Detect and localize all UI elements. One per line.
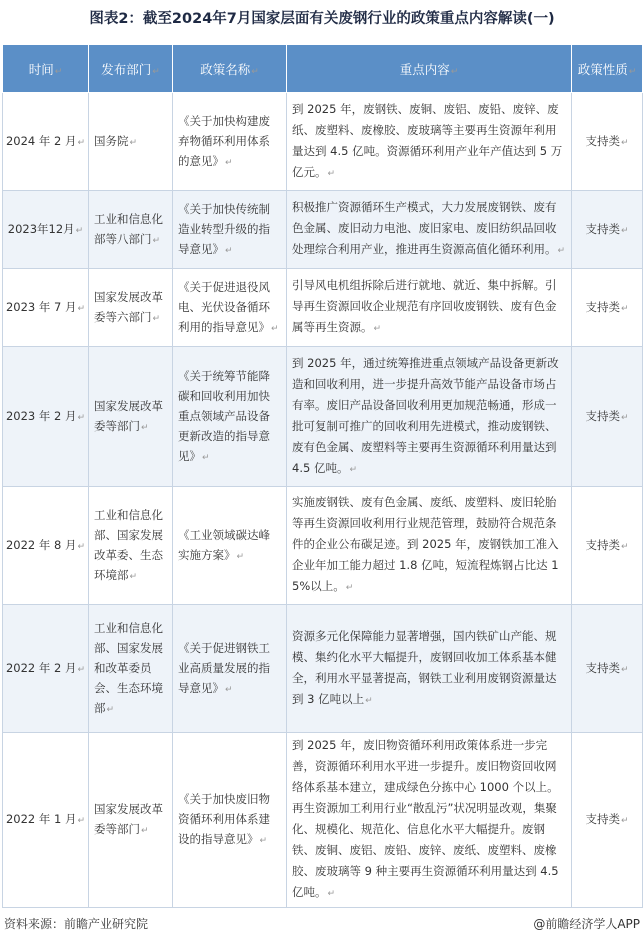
chart-title: 图表2：截至2024年7月国家层面有关废钢行业的政策重点内容解读(一): [89, 11, 555, 27]
cell-key-content-text: 到 2025 年，废钢铁、废铜、废铝、废铅、废锌、废纸、废塑料、废橡胶、废玻璃等主要再生资源年利用量达到 4.5 亿吨。资源循环利用产业年产值达到 5 万亿元。: [292, 101, 563, 179]
cell-nature-text: 支持类: [585, 408, 620, 423]
cell-time: 2023 年 2 月↵: [3, 347, 89, 487]
brand-label: @前瞻经济学人APP: [533, 917, 640, 931]
cell-policy-name: 《关于加快构建废弃物循环利用体系的意见》↵: [173, 93, 287, 191]
cell-key-content-text: 实施废钢铁、废有色金属、废纸、废塑料、废旧轮胎等再生资源回收利用行业规范管理，鼓励符合规范条件的企业公布碳足迹。到 2025 年，废钢铁加工准入企业年加工能力超过 1.8 亿吨，短流程炼钢占比达 15%以上。: [292, 495, 559, 593]
cell-policy-name-text: 《关于加快废旧物资循环利用体系建设的指导意见》: [178, 792, 270, 846]
cell-nature: 支持类↵: [572, 733, 643, 908]
cell-policy-name: 《关于促进退役风电、光伏设备循环利用的指导意见》↵: [173, 269, 287, 347]
cell-department-text: 国家发展改革委等部门: [94, 398, 163, 433]
cell-policy-name: 《关于统筹节能降碳和回收利用加快重点领域产品设备更新改造的指导意见》↵: [173, 347, 287, 487]
cell-nature-text: 支持类: [585, 299, 620, 314]
cell-key-content-text: 到 2025 年，通过统筹推进重点领域产品设备更新改造和回收利用，进一步提升高效节能产品设备市场占有率。废旧产品设备回收利用更加规范畅通，形成一批可复制可推广的回收利用先进模式，推动废钢铁、废有色金属、废塑料等主要再生资源循环利用量达到 4.5 亿吨。: [292, 355, 559, 475]
cell-time: 2022 年 1 月↵: [3, 733, 89, 908]
cell-key-content: 引导风电机组拆除后进行就地、就近、集中拆解。引导再生资源回收企业规范有序回收废钢铁、废有色金属等再生资源。↵: [287, 269, 572, 347]
table-row: [3, 93, 643, 191]
cell-time-text: 2024 年 2 月: [5, 133, 77, 148]
source-label: 资料来源：前瞻产业研究院: [4, 917, 149, 931]
cell-policy-name-text: 《工业领域碳达峰实施方案》: [178, 527, 270, 562]
cell-time: 2023 年 7 月↵: [3, 269, 89, 347]
cell-department: 国家发展改革委等部门↵: [89, 733, 173, 908]
cell-key-content: 积极推广资源循环生产模式，大力发展废钢铁、废有色金属、废旧动力电池、废旧家电、废旧纺织品回收处理综合利用产业，推进再生资源高值化循环利用。↵: [287, 191, 572, 269]
cell-policy-name-text: 《关于加快构建废弃物循环利用体系的意见》: [178, 113, 270, 168]
header-policy-name: 政策名称↵: [173, 45, 287, 93]
cell-policy-name-text: 《关于促进钢铁工业高质量发展的指导意见》: [178, 640, 270, 695]
header-key-content: 重点内容↵: [287, 45, 572, 93]
cell-department: 国家发展改革委等六部门↵: [89, 269, 173, 347]
cell-time-text: 2022 年 8 月: [5, 537, 77, 552]
cell-nature: 支持类↵: [572, 191, 643, 269]
cell-department: 国家发展改革委等部门↵: [89, 347, 173, 487]
cell-policy-name-text: 《关于加快传统制造业转型升级的指导意见》: [178, 201, 270, 256]
cell-department-text: 国家发展改革委等六部门: [94, 289, 163, 324]
cell-department-text: 工业和信息化部、国家发展和改革委员会、生态环境部: [94, 620, 163, 715]
cell-time: 2022 年 2 月↵: [3, 605, 89, 733]
cell-department-text: 国家发展改革委等部门: [94, 802, 163, 836]
cell-key-content-text: 积极推广资源循环生产模式，大力发展废钢铁、废有色金属、废旧动力电池、废旧家电、废旧纺织品回收处理综合利用产业，推进再生资源高值化循环利用。: [292, 200, 557, 256]
cell-department-text: 国务院: [94, 133, 129, 148]
cell-department-text: 工业和信息化部等八部门: [94, 211, 163, 246]
table-row: [3, 269, 643, 347]
cell-department: 工业和信息化部、国家发展改革委、生态环境部↵: [89, 487, 173, 605]
cell-nature-text: 支持类: [585, 660, 620, 675]
cell-time: 2022 年 8 月↵: [3, 487, 89, 605]
header-department: 发布部门↵: [89, 45, 173, 93]
cell-department-text: 工业和信息化部、国家发展改革委、生态环境部: [94, 507, 163, 582]
cell-policy-name: 《工业领域碳达峰实施方案》↵: [173, 487, 287, 605]
table-row: [3, 487, 643, 605]
cell-nature-text: 支持类: [585, 133, 620, 148]
cell-nature: 支持类↵: [572, 605, 643, 733]
cell-nature: 支持类↵: [572, 487, 643, 605]
cell-key-content-text: 资源多元化保障能力显著增强，国内铁矿山产能、规模、集约化水平大幅提升，废钢回收加工体系基本健全，利用水平显著提高，钢铁工业利用废钢资源量达到 3 亿吨以上: [292, 628, 557, 706]
cell-policy-name-text: 《关于统筹节能降碳和回收利用加快重点领域产品设备更新改造的指导意见》: [178, 368, 270, 463]
cell-time: 2024 年 2 月↵: [3, 93, 89, 191]
header-time: 时间↵: [3, 45, 89, 93]
cell-time-text: 2022 年 2 月: [5, 660, 77, 675]
table-row: [3, 191, 643, 269]
table-header-row: [3, 45, 643, 93]
cell-department: 国务院↵: [89, 93, 173, 191]
cell-policy-name-text: 《关于促进退役风电、光伏设备循环利用的指导意见》: [178, 279, 270, 334]
cell-key-content: 实施废钢铁、废有色金属、废纸、废塑料、废旧轮胎等再生资源回收利用行业规范管理，鼓励符合规范条件的企业公布碳足迹。到 2025 年，废钢铁加工准入企业年加工能力超过 1.8 亿吨，短流程炼钢占比达 15%以上。↵: [287, 487, 572, 605]
cell-policy-name: 《关于加快废旧物资循环利用体系建设的指导意见》↵: [173, 733, 287, 908]
cell-nature-text: 支持类: [585, 221, 620, 236]
cell-key-content: 到 2025 年，废钢铁、废铜、废铝、废铅、废锌、废纸、废塑料、废橡胶、废玻璃等主要再生资源年利用量达到 4.5 亿吨。资源循环利用产业年产值达到 5 万亿元。↵: [287, 93, 572, 191]
cell-nature: 支持类↵: [572, 347, 643, 487]
cell-time-text: 2022 年 1 月: [5, 812, 77, 826]
table-row: [3, 733, 643, 908]
cell-key-content-text: 到 2025 年，废旧物资循环利用政策体系进一步完善，资源循环利用水平进一步提升。废旧物资回收网络体系基本建立，建成绿色分拣中心 1000 个以上。再生资源加工利用行业“散乱污”状况明显改观，集聚化、规模化、规范化、信息化水平大幅提升。废钢铁、废铜、废铝、废铅、废锌、废纸、废塑料、废橡胶、废玻璃等 9 种主要再生资源循环利用量达到 4.5 亿吨。: [292, 738, 559, 899]
table-row: [3, 347, 643, 487]
cell-time-text: 2023年12月: [7, 221, 75, 236]
header-nature: 政策性质↵: [572, 45, 643, 93]
cell-key-content-text: 引导风电机组拆除后进行就地、就近、集中拆解。引导再生资源回收企业规范有序回收废钢铁、废有色金属等再生资源。: [292, 278, 557, 334]
cell-department: 工业和信息化部、国家发展和改革委员会、生态环境部↵: [89, 605, 173, 733]
cell-nature: 支持类↵: [572, 269, 643, 347]
cell-key-content: 到 2025 年，通过统筹推进重点领域产品设备更新改造和回收利用，进一步提升高效节能产品设备市场占有率。废旧产品设备回收利用更加规范畅通，形成一批可复制可推广的回收利用先进模式，推动废钢铁、废有色金属、废塑料等主要再生资源循环利用量达到 4.5 亿吨。↵: [287, 347, 572, 487]
policy-table: [2, 44, 643, 908]
cell-policy-name: 《关于促进钢铁工业高质量发展的指导意见》↵: [173, 605, 287, 733]
cell-time-text: 2023 年 7 月: [5, 299, 77, 314]
cell-time-text: 2023 年 2 月: [5, 408, 77, 423]
cell-nature-text: 支持类: [585, 537, 620, 552]
cell-key-content: 资源多元化保障能力显著增强，国内铁矿山产能、规模、集约化水平大幅提升，废钢回收加工体系基本健全，利用水平显著提高，钢铁工业利用废钢资源量达到 3 亿吨以上↵: [287, 605, 572, 733]
cell-department: 工业和信息化部等八部门↵: [89, 191, 173, 269]
cell-nature: 支持类↵: [572, 93, 643, 191]
cell-time: 2023年12月↵: [3, 191, 89, 269]
cell-policy-name: 《关于加快传统制造业转型升级的指导意见》↵: [173, 191, 287, 269]
cell-key-content: 到 2025 年，废旧物资循环利用政策体系进一步完善，资源循环利用水平进一步提升。废旧物资回收网络体系基本建立，建成绿色分拣中心 1000 个以上。再生资源加工利用行业“散乱污”状况明显改观，集聚化、规模化、规范化、信息化水平大幅提升。废钢铁、废铜、废铝、废铅、废锌、废纸、废塑料、废橡胶、废玻璃等 9 种主要再生资源循环利用量达到 4.5 亿吨。↵: [287, 733, 572, 908]
table-row: [3, 605, 643, 733]
cell-nature-text: 支持类: [585, 812, 620, 826]
